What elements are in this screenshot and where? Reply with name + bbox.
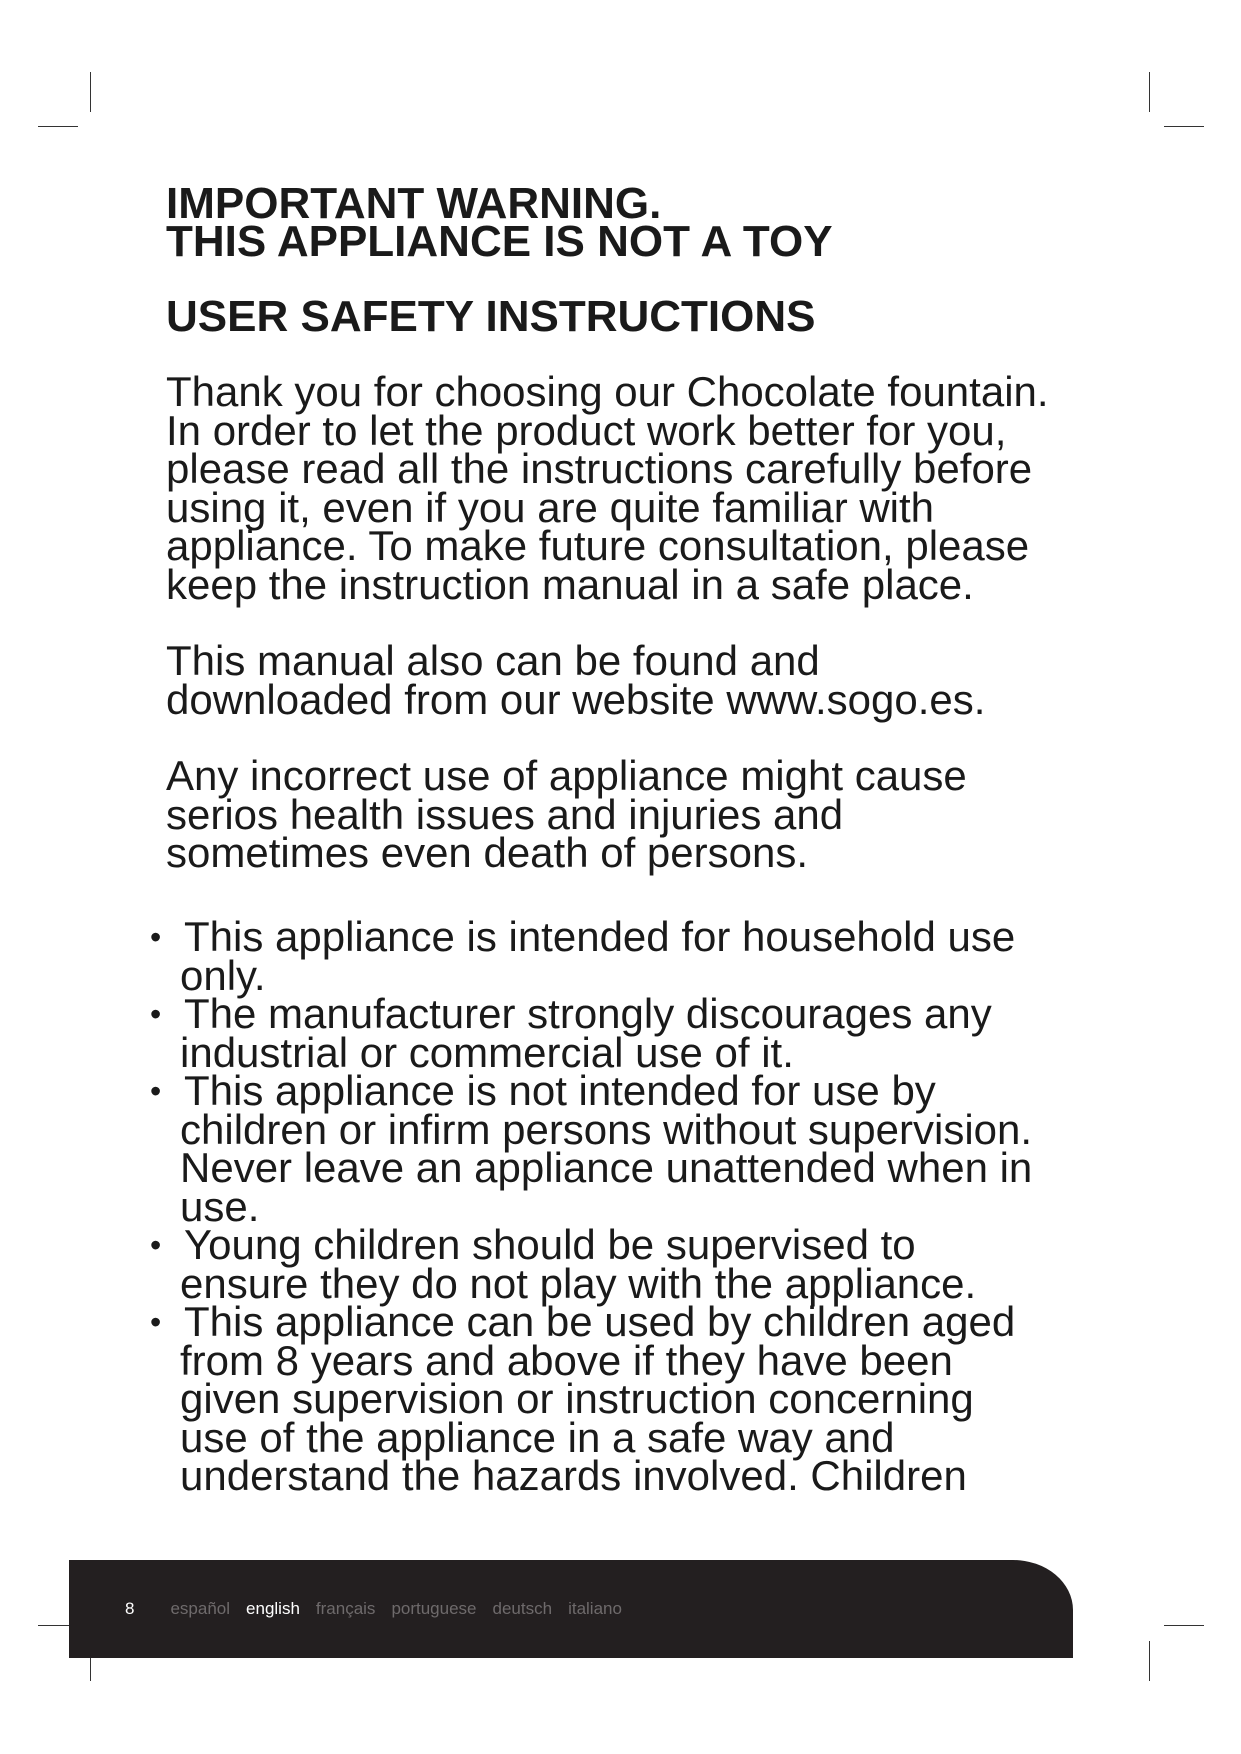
bullet-item	[150, 913, 1110, 999]
paragraph	[166, 752, 1126, 876]
paragraph-line: Thank you for choosing our Chocolate fountain.	[166, 368, 1049, 415]
warning-line-2: THIS APPLIANCE IS NOT A TOY	[166, 217, 833, 266]
crop-mark	[1149, 1641, 1150, 1681]
bullet-line: This appliance is not intended for use by	[184, 1067, 936, 1114]
bullet-dot-icon: •	[150, 1073, 162, 1109]
bullet-line: ensure they do not play with the appliance.	[180, 1259, 977, 1307]
crop-mark	[38, 126, 78, 127]
paragraph	[166, 368, 1126, 608]
paragraph-line: appliance. To make future consultation, please	[166, 522, 1030, 569]
safety-bullet-list	[150, 913, 1110, 1499]
bullet-dot-icon: •	[150, 1304, 162, 1340]
bullet-line: This appliance is intended for household use	[184, 913, 1016, 960]
bullet-line: only.	[180, 951, 266, 999]
paragraph-line: sometimes even death of persons.	[166, 829, 809, 876]
bullet-item	[150, 1067, 1110, 1230]
paragraph-line: keep the instruction manual in a safe place.	[166, 560, 974, 608]
main-content	[166, 179, 1126, 876]
warning-heading	[166, 179, 1126, 266]
bullet-item	[150, 1221, 1110, 1307]
bullet-line: use.	[180, 1182, 260, 1230]
paragraph	[166, 637, 1126, 723]
bullet-dot-icon: •	[150, 996, 162, 1032]
language-link-italiano[interactable]: italiano	[568, 1599, 622, 1618]
bullet-item	[150, 1298, 1110, 1499]
bullet-line: industrial or commercial use of it.	[180, 1028, 794, 1076]
bullet-line: from 8 years and above if they have been	[180, 1336, 953, 1384]
bullet-item	[150, 990, 1110, 1076]
footer-bar	[69, 1560, 1073, 1658]
bullet-line: Young children should be supervised to	[184, 1221, 916, 1268]
crop-mark	[1149, 72, 1150, 112]
language-link-espanol[interactable]: español	[170, 1599, 231, 1618]
bullet-line: The manufacturer strongly discourages any	[184, 990, 992, 1037]
bullet-line: This appliance can be used by children aged	[184, 1298, 1016, 1345]
language-link-francais[interactable]: français	[315, 1599, 376, 1618]
section-title: USER SAFETY INSTRUCTIONS	[166, 292, 816, 341]
bullet-dot-icon: •	[150, 919, 162, 955]
intro-paragraphs	[166, 368, 1126, 876]
paragraph-line: serios health issues and injuries and	[166, 790, 844, 838]
crop-mark	[1164, 1625, 1204, 1626]
warning-line-1: IMPORTANT WARNING.	[166, 179, 662, 228]
bullet-line: children or infirm persons without supervision.	[180, 1105, 1033, 1153]
language-link-deutsch[interactable]: deutsch	[492, 1599, 553, 1618]
paragraph-line: please read all the instructions carefully before	[166, 445, 1033, 492]
paragraph-line: In order to let the product work better for you,	[166, 406, 1007, 454]
language-nav	[170, 1599, 637, 1619]
language-link-english[interactable]: english	[246, 1599, 300, 1618]
paragraph-line: downloaded from our website www.sogo.es.	[166, 675, 986, 723]
bullet-line: understand the hazards involved. Children	[180, 1452, 967, 1499]
paragraph-line: Any incorrect use of appliance might cause	[166, 752, 967, 799]
bullet-dot-icon: •	[150, 1227, 162, 1263]
paragraph-line: This manual also can be found and	[166, 637, 820, 684]
crop-mark	[90, 72, 91, 112]
paragraph-line: using it, even if you are quite familiar with	[166, 483, 935, 531]
bullet-line: Never leave an appliance unattended when in	[180, 1144, 1033, 1191]
language-link-portuguese[interactable]: portuguese	[391, 1599, 477, 1618]
crop-mark	[1164, 126, 1204, 127]
page-number: 8	[125, 1599, 135, 1618]
bullet-line: use of the appliance in a safe way and	[180, 1413, 895, 1461]
bullet-line: given supervision or instruction concerning	[180, 1375, 974, 1422]
